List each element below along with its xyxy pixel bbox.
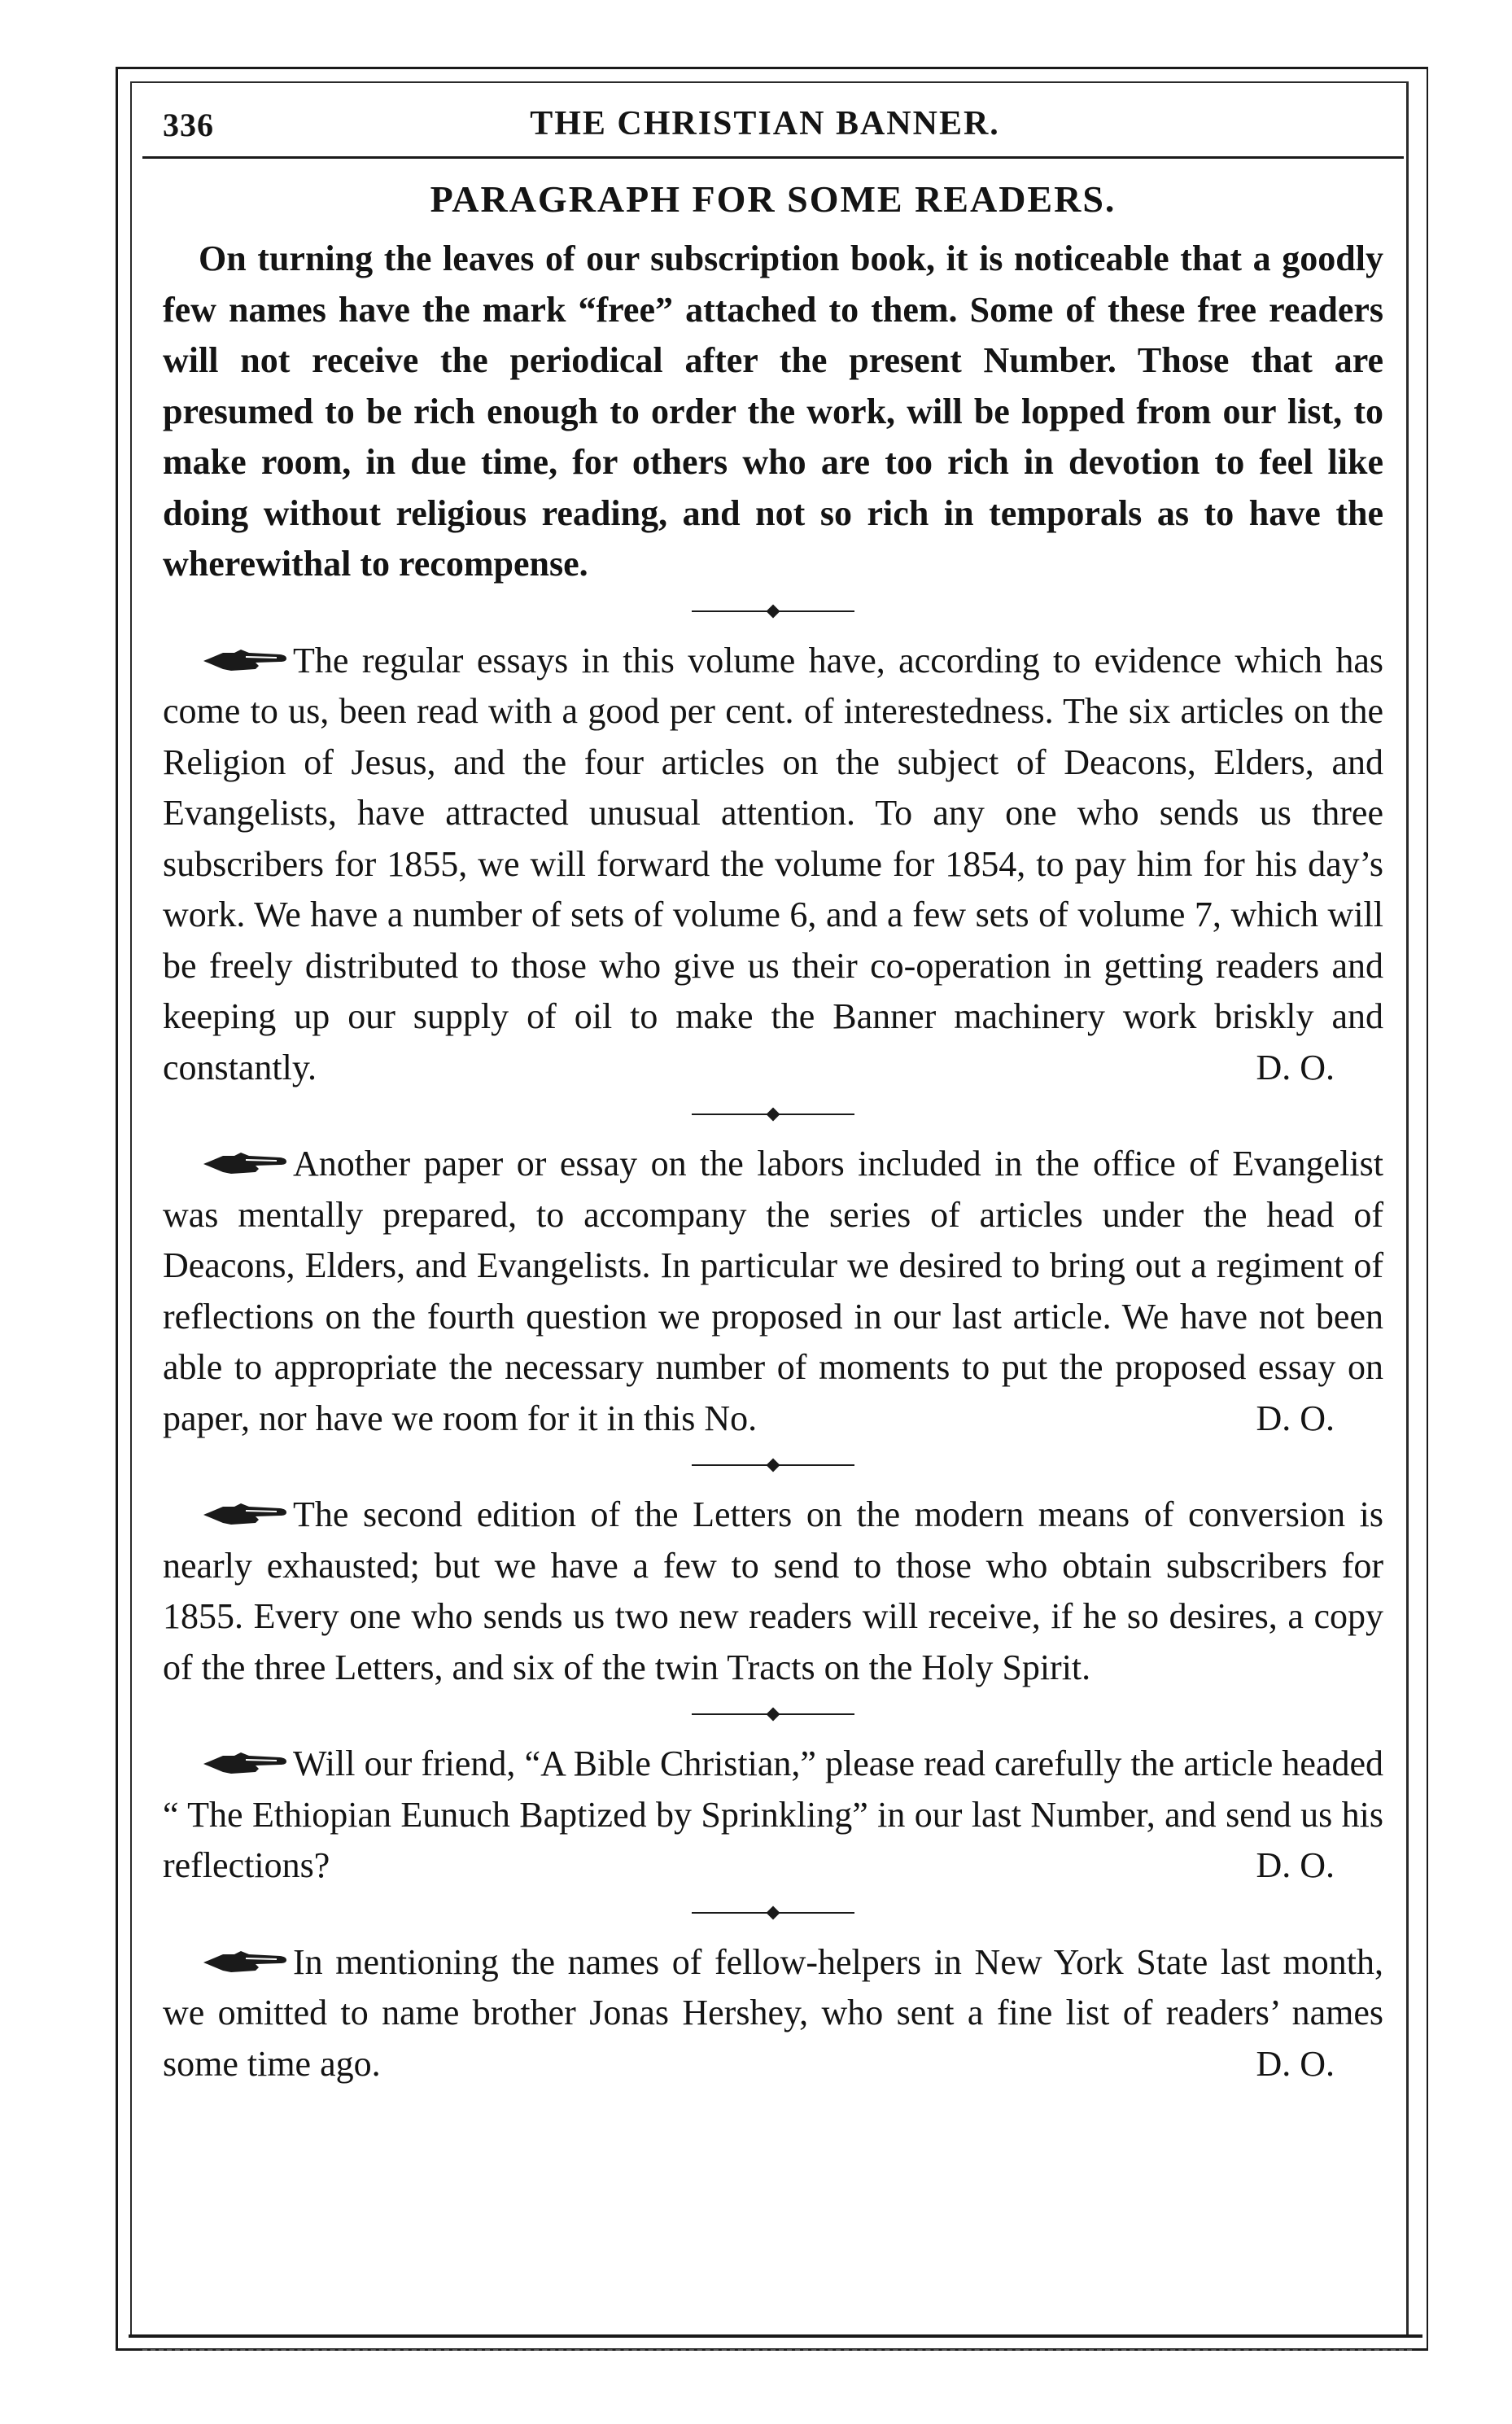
notice-text: The second edition of the Letters on the modern means of conversion is nearly exhausted; but we have a few to send to those who obtain subscribers for 1855. Every one who sends us two new readers will receive, if he so desires, a copy of the three Letters, and six of the twin Tracts on the Holy Spirit. [163,1494,1383,1687]
manicule-icon [199,646,290,676]
signature: D. O. [1256,1398,1335,1438]
signature: D. O. [1256,1047,1335,1087]
manicule-icon [199,1948,290,1977]
running-head [138,99,1392,156]
page-number: 336 [163,107,214,143]
notice-second-edition [163,1490,1383,1693]
section-separator [692,1105,854,1124]
section-heading: PARAGRAPH FOR SOME READERS. [430,178,1117,220]
notice-text: Will our friend, “A Bible Christian,” please read carefully the article headed “ The Ethiopian Eunuch Baptized by Sprinkling” in our last Number, and send us his reflections? [163,1744,1383,1885]
manicule-icon [199,1500,290,1529]
notice-text: Another paper or essay on the labors included in the office of Evangelist was mentally prepared, to accompany the series of articles under the head of Deacons, Elders, and Evangelists. In particular we desired to bring out a regiment of reflections on the fourth question we proposed in our last article. We have not been able to appropriate the necessary number of moments to put the proposed essay on paper, nor have we room for it in this No. [163,1144,1383,1438]
notice-text: The regular essays in this volume have, according to evidence which has come to us, been read with a good per cent. of interestedness. The six articles on the Religion of Jesus, and the four articles on the subject of Deacons, Elders, and Evangelists, have attracted unusual attention. To any one who sends us three subscribers for 1855, we will forward the volume for 1854, to pay him for his day’s work. We have a number of sets of volume 6, and a few sets of volume 7, which will be freely distributed to those who give us their co-operation in getting readers and keeping up our supply of oil to make the Banner machinery work briskly and constantly. [163,640,1383,1087]
manicule-icon [199,1749,290,1779]
page-border-bottom [129,2334,1422,2338]
section-separator [692,1903,854,1923]
running-title: THE CHRISTIAN BANNER. [530,105,1000,142]
page-body [163,175,1383,2089]
section-separator [692,602,854,621]
notice-regular-essays [163,636,1383,1094]
notice-bible-christian [163,1739,1383,1892]
manicule-icon [199,1149,290,1179]
section-separator [692,1455,854,1475]
notice-fellow-helpers [163,1937,1383,2090]
page-border-bottom-dashed [142,2349,1412,2351]
notice-evangelist-essay [163,1139,1383,1444]
signature: D. O. [1256,1845,1335,1885]
paragraph-free-readers: On turning the leaves of our subscription book, it is noticeable that a goodly few names have the mark “free” attached to them. Some of these free readers will not receive the periodical after the present Number. Those that are presumed to be rich enough to order the work, will be lopped from our list, to make room, in due time, for others who are too rich in devotion to feel like doing without religious reading, and not so rich in temporals as to have the wherewithal to recompense. [163,238,1383,584]
section-separator [692,1704,854,1724]
signature: D. O. [1256,2043,1335,2084]
header-rule [142,156,1404,159]
notice-text: In mentioning the names of fellow-helpers in New York State last month, we omitted to name brother Jonas Hershey, who sent a fine list of readers’ names some time ago. [163,1941,1383,2084]
